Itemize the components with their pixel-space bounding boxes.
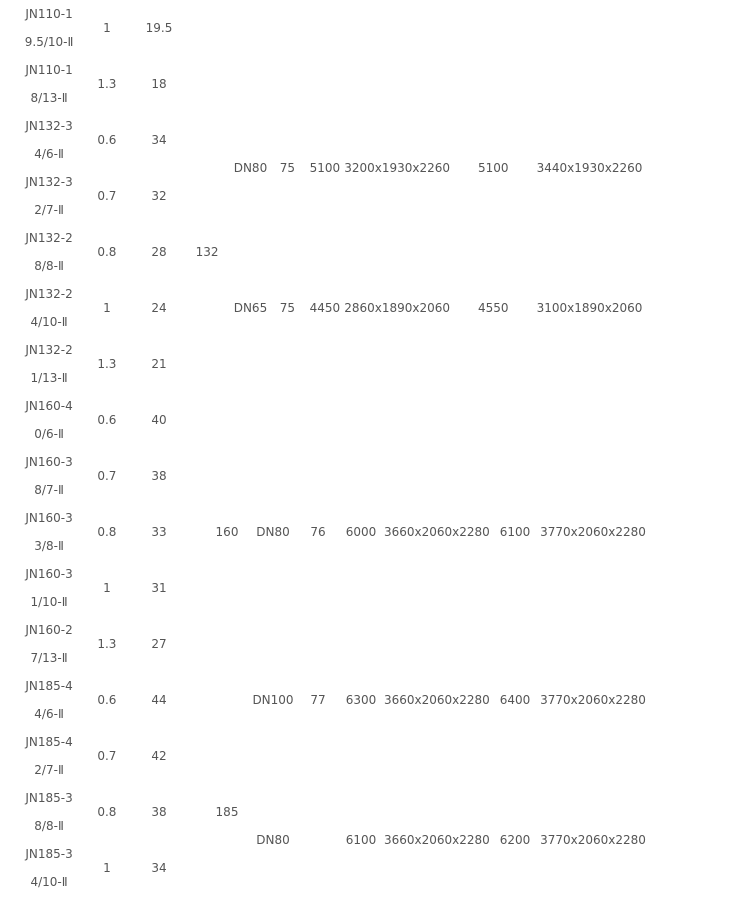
empty-cell	[306, 0, 345, 56]
weight-cell: 6200	[499, 833, 531, 847]
empty-cell	[269, 56, 305, 112]
dimension-cell: 2860x1890x2060	[344, 301, 451, 315]
pressure-cell: 1	[103, 581, 111, 595]
table-row	[20, 336, 740, 392]
flow-cell: 44	[151, 693, 167, 707]
empty-cell	[344, 224, 450, 280]
model-cell: JN185-42/7-Ⅱ	[25, 735, 73, 777]
table-row	[20, 224, 740, 280]
empty-cell	[182, 56, 232, 112]
pressure-cell: 1	[103, 301, 111, 315]
flow-cell: 40	[151, 413, 167, 427]
empty-cell	[642, 560, 740, 616]
empty-cell	[269, 224, 305, 280]
dimension-cell: 3100x1890x2060	[536, 301, 643, 315]
dimension-cell: 3770x2060x2280	[540, 833, 646, 847]
empty-cell	[344, 0, 450, 56]
flow-cell: 27	[151, 637, 167, 651]
power-cell	[182, 672, 232, 896]
outlet-cell: DN80	[256, 833, 290, 847]
weight-cell: 6100	[345, 833, 377, 847]
empty-cell	[182, 0, 232, 56]
empty-cell	[232, 0, 269, 56]
empty-cell	[269, 392, 305, 672]
pressure-cell: 0.6	[97, 413, 117, 427]
model-cell: JN185-38/8-Ⅱ	[25, 791, 73, 833]
outlet-cell: DN100	[252, 693, 294, 707]
empty-cell	[642, 784, 740, 840]
weight-cell: 4450	[309, 301, 341, 315]
empty-cell	[306, 672, 345, 896]
empty-cell	[450, 336, 537, 392]
flow-cell: 31	[151, 581, 167, 595]
weight-cell: 6300	[345, 693, 377, 707]
empty-cell	[537, 392, 643, 672]
empty-cell	[642, 448, 740, 504]
empty-cell	[642, 336, 740, 392]
model-cell: JN160-31/10-Ⅱ	[25, 567, 73, 609]
empty-cell	[642, 672, 740, 728]
model-cell: JN132-24/10-Ⅱ	[25, 287, 73, 329]
pressure-cell: 0.8	[97, 245, 117, 259]
empty-cell	[269, 672, 305, 896]
empty-cell	[642, 504, 740, 560]
empty-cell	[642, 112, 740, 168]
empty-cell	[232, 392, 269, 672]
table-row	[20, 280, 740, 336]
weight-cell: 6100	[499, 525, 531, 539]
model-cell: JN185-34/10-Ⅱ	[25, 847, 73, 889]
empty-cell	[642, 616, 740, 672]
empty-cell	[642, 168, 740, 224]
empty-cell	[306, 224, 345, 280]
pressure-cell: 1.3	[97, 77, 117, 91]
spec-table	[20, 0, 740, 896]
weight-cell: 4550	[478, 301, 509, 315]
empty-cell	[537, 336, 643, 392]
dimension-cell: 3660x2060x2280	[384, 525, 490, 539]
table-row	[20, 0, 740, 56]
weight-cell: 6400	[499, 693, 531, 707]
model-cell: JN110-18/13-Ⅱ	[25, 63, 73, 105]
empty-cell	[450, 392, 537, 672]
empty-cell	[642, 840, 740, 896]
flow-cell: 24	[151, 301, 167, 315]
weight-cell: 5100	[478, 161, 509, 175]
empty-cell	[450, 56, 537, 112]
empty-cell	[642, 224, 740, 280]
model-cell: JN132-21/13-Ⅱ	[25, 343, 73, 385]
noise-cell: 77	[310, 693, 326, 707]
power-cell: 160	[215, 525, 239, 539]
empty-cell	[537, 0, 643, 56]
pressure-cell: 1.3	[97, 357, 117, 371]
flow-cell: 28	[151, 245, 167, 259]
model-cell: JN132-28/8-Ⅱ	[25, 231, 73, 273]
empty-cell	[537, 56, 643, 112]
outlet-cell: DN80	[233, 161, 268, 175]
pressure-cell: 0.6	[97, 693, 117, 707]
model-cell: JN160-27/13-Ⅱ	[25, 623, 73, 665]
empty-cell	[450, 672, 537, 896]
empty-cell	[306, 336, 345, 392]
weight-cell: 6000	[345, 525, 377, 539]
pressure-cell: 0.7	[97, 189, 117, 203]
empty-cell	[232, 224, 269, 280]
outlet-cell: DN80	[256, 525, 290, 539]
dimension-cell: 3660x2060x2280	[384, 833, 490, 847]
empty-cell	[344, 336, 450, 392]
table-row	[20, 112, 740, 168]
pressure-cell: 0.6	[97, 133, 117, 147]
empty-cell	[537, 224, 643, 280]
model-cell: JN160-40/6-Ⅱ	[25, 399, 73, 441]
dimension-cell: 3660x2060x2280	[384, 693, 490, 707]
empty-cell	[344, 56, 450, 112]
empty-cell	[642, 56, 740, 112]
table-row	[20, 392, 740, 448]
empty-cell	[344, 392, 450, 672]
model-cell: JN132-34/6-Ⅱ	[25, 119, 73, 161]
empty-cell	[642, 728, 740, 784]
pressure-cell: 0.7	[97, 469, 117, 483]
flow-cell: 19.5	[145, 21, 173, 35]
empty-cell	[232, 336, 269, 392]
pressure-cell: 1	[103, 21, 111, 35]
empty-cell	[306, 392, 345, 672]
empty-cell	[344, 672, 450, 896]
noise-cell: 75	[279, 301, 295, 315]
outlet-cell: DN65	[233, 301, 268, 315]
empty-cell	[232, 56, 269, 112]
empty-cell	[537, 672, 643, 896]
empty-cell	[306, 56, 345, 112]
flow-cell: 21	[151, 357, 167, 371]
flow-cell: 32	[151, 189, 167, 203]
power-cell	[182, 392, 232, 672]
flow-cell: 42	[151, 749, 167, 763]
empty-cell	[642, 280, 740, 336]
empty-cell	[642, 0, 740, 56]
flow-cell: 38	[151, 469, 167, 483]
model-cell: JN160-33/8-Ⅱ	[25, 511, 73, 553]
model-cell: JN110-19.5/10-Ⅱ	[24, 7, 74, 49]
pressure-cell: 0.8	[97, 805, 117, 819]
dimension-cell: 3770x2060x2280	[540, 525, 646, 539]
empty-cell	[450, 0, 537, 56]
empty-cell	[450, 224, 537, 280]
empty-cell	[269, 336, 305, 392]
pressure-cell: 0.8	[97, 525, 117, 539]
pressure-cell: 1.3	[97, 637, 117, 651]
model-cell: JN160-38/7-Ⅱ	[25, 455, 73, 497]
empty-cell	[269, 0, 305, 56]
noise-cell: 76	[310, 525, 326, 539]
table-row	[20, 672, 740, 728]
noise-cell: 75	[279, 161, 295, 175]
flow-cell: 34	[151, 861, 167, 875]
empty-cell	[232, 672, 269, 896]
model-cell: JN132-32/7-Ⅱ	[25, 175, 73, 217]
flow-cell: 38	[151, 805, 167, 819]
pressure-cell: 1	[103, 861, 111, 875]
dimension-cell: 3770x2060x2280	[540, 693, 646, 707]
model-cell: JN185-44/6-Ⅱ	[25, 679, 73, 721]
flow-cell: 33	[151, 525, 167, 539]
table-row	[20, 56, 740, 112]
dimension-cell: 3440x1930x2260	[536, 161, 643, 175]
pressure-cell: 0.7	[97, 749, 117, 763]
dimension-cell: 3200x1930x2260	[344, 161, 451, 175]
flow-cell: 18	[151, 77, 167, 91]
power-cell: 132	[195, 245, 219, 259]
weight-cell: 5100	[309, 161, 341, 175]
power-cell: 185	[215, 805, 239, 819]
empty-cell	[642, 392, 740, 448]
flow-cell: 34	[151, 133, 167, 147]
